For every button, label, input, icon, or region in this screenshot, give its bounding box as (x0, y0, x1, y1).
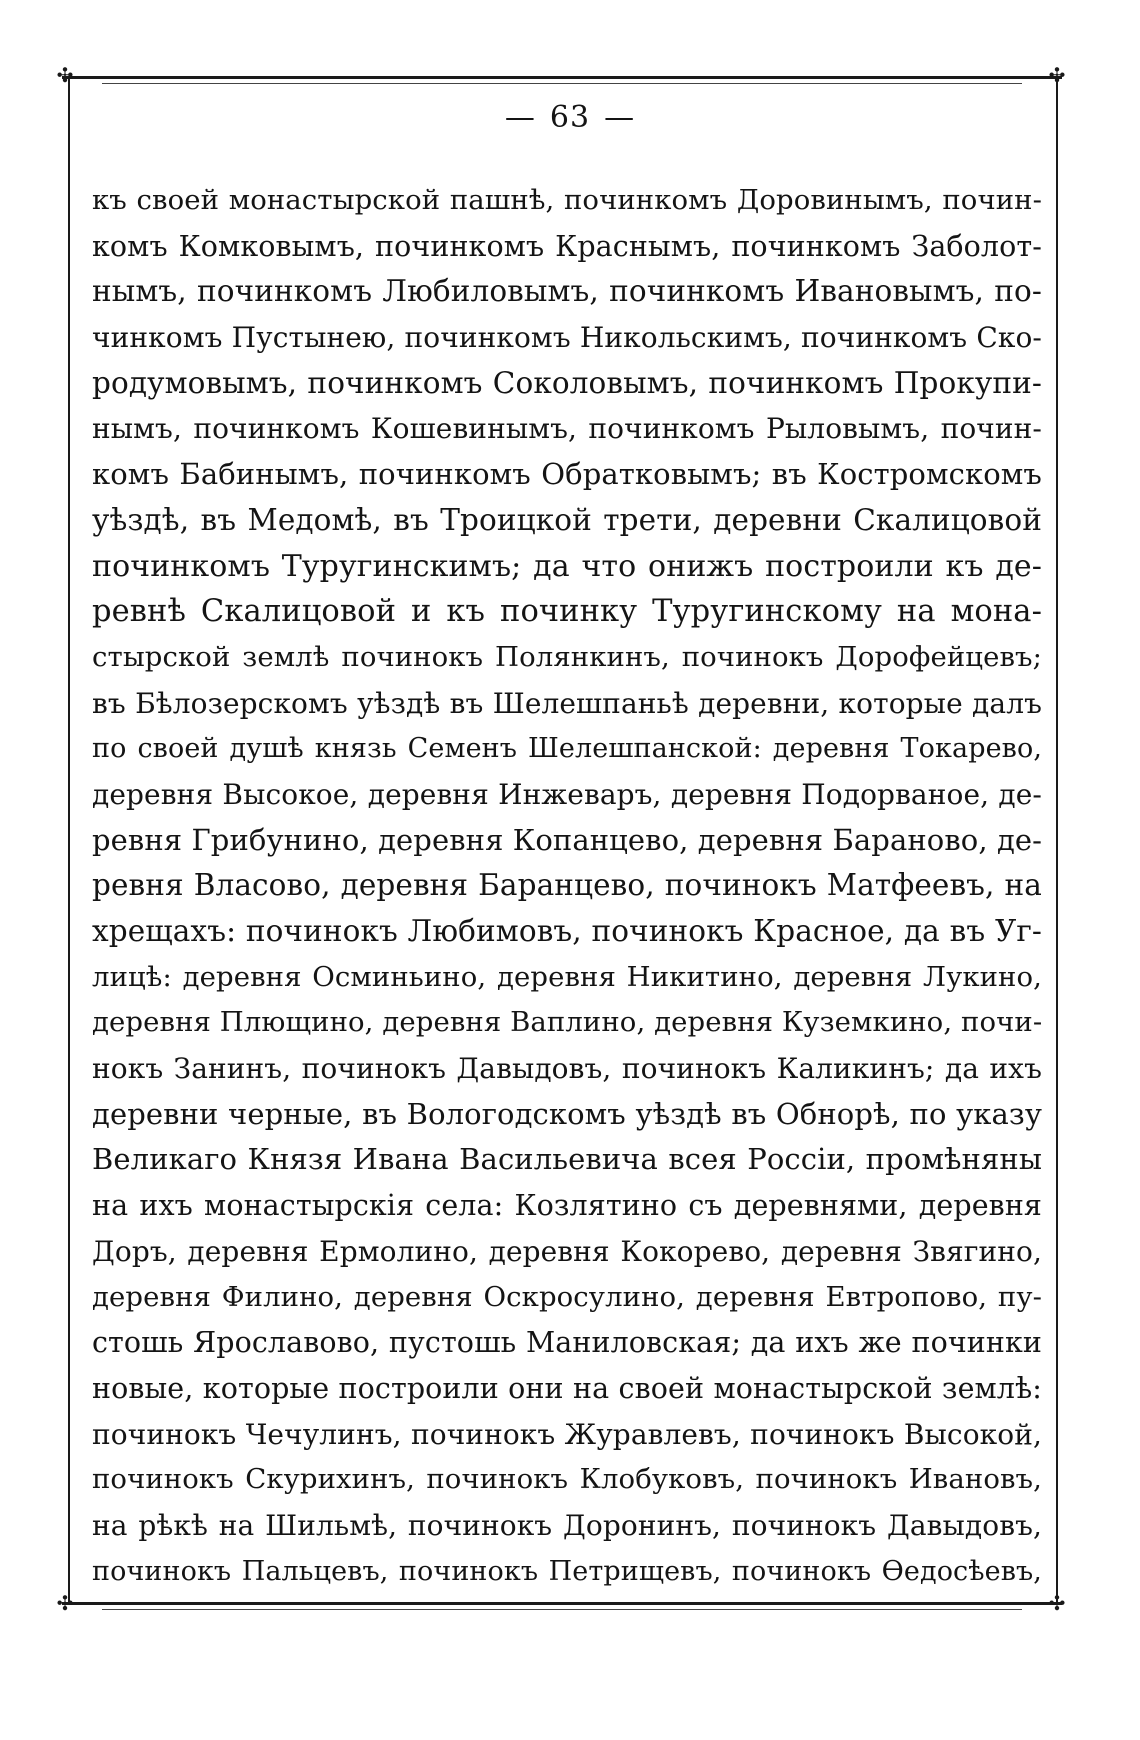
text-line: стырской землѣ починокъ Полянкинъ, починокъ Дорофейцевъ; (92, 640, 1042, 673)
text-line: деревня Плющино, деревня Ваплино, деревня Куземкино, почи- (92, 1006, 1043, 1039)
text-line: починокъ Скурихинъ, починокъ Клобуковъ, починокъ Ивановъ, (92, 1463, 1042, 1496)
page-number-value: 63 (549, 100, 591, 135)
corner-ornament-icon: ✣ (56, 63, 74, 87)
text-line: по своей душѣ князь Семенъ Шелешпанской: деревня Токарево, (92, 733, 1042, 765)
text-line: лицѣ: деревня Осминьино, деревня Никитино, деревня Лукино, (92, 960, 1042, 993)
text-line: Великаго Князя Ивана Васильевича всея Россіи, промѣняны (92, 1142, 1042, 1177)
text-line: комъ Бабинымъ, починкомъ Обратковымъ; въ Костромскомъ (92, 457, 1042, 492)
text-line: комъ Комковымъ, починкомъ Краснымъ, починкомъ Заболот- (92, 229, 1042, 263)
text-line: родумовымъ, починкомъ Соколовымъ, починкомъ Прокупи- (92, 365, 1042, 400)
text-line: ревня Власово, деревня Баранцево, починокъ Матфеевъ, на (92, 868, 1042, 903)
body-text (92, 178, 1042, 1594)
frame-right-rule (1056, 76, 1058, 1604)
dash-left: — (504, 100, 536, 135)
text-line: ревня Грибунино, деревня Копанцево, деревня Бараново, де- (92, 822, 1043, 857)
text-line: на рѣкѣ на Шильмѣ, починокъ Доронинъ, починокъ Давыдовъ, (92, 1508, 1042, 1542)
text-line: деревни черные, въ Вологодскомъ уѣздѣ въ Обнорѣ, по указу (92, 1096, 1042, 1131)
frame-bottom-rule (62, 1602, 1062, 1605)
text-line: къ своей монастырской пашнѣ, починкомъ Доровинымъ, почин- (92, 184, 1042, 216)
text-line: хрещахъ: починокъ Любимовъ, починокъ Красное, да въ Уг- (92, 914, 1042, 948)
text-line: уѣздѣ, въ Медомѣ, въ Троицкой трети, деревни Скалицовой (92, 502, 1042, 537)
text-line: ревнѣ Скалицовой и къ починку Туругинскому на мона- (92, 594, 1042, 630)
text-line: нымъ, починкомъ Кошевинымъ, починкомъ Рыловымъ, почин- (92, 412, 1042, 446)
text-line: деревня Высокое, деревня Инжеваръ, деревня Подорваное, де- (92, 777, 1042, 811)
text-line: нокъ Занинъ, починокъ Давыдовъ, починокъ Каликинъ; да ихъ (92, 1052, 1042, 1086)
text-line: стошь Ярославово, пустошь Маниловская; да ихъ же починки (92, 1326, 1042, 1360)
text-line: починокъ Пальцевъ, починокъ Петрищевъ, починокъ Ѳедосѣевъ, (92, 1555, 1042, 1587)
page-number (0, 100, 1140, 135)
text-line: на ихъ монастырскія села: Козлятино съ деревнями, деревня (92, 1189, 1042, 1223)
text-line: чинкомъ Пустынею, починкомъ Никольскимъ, починкомъ Ско- (92, 321, 1042, 355)
dash-right: — (604, 100, 636, 135)
text-line: починокъ Чечулинъ, починокъ Журавлевъ, починокъ Высокой, (92, 1417, 1042, 1451)
frame-top-rule (62, 76, 1062, 79)
corner-ornament-icon: ✣ (56, 1591, 74, 1615)
text-line: новые, которые построили они на своей монастырской землѣ: (92, 1371, 1042, 1405)
corner-ornament-icon: ✣ (1048, 1591, 1066, 1615)
text-line: въ Бѣлозерскомъ уѣздѣ въ Шелешпаньѣ деревни, которые далъ (92, 686, 1042, 720)
text-line: деревня Филино, деревня Оскросулино, деревня Евтропово, пу- (92, 1280, 1042, 1313)
text-line: починкомъ Туругинскимъ; да что онижъ построили къ де- (92, 548, 1042, 584)
frame-left-rule (68, 76, 70, 1604)
text-line: нымъ, починкомъ Любиловымъ, починкомъ Ивановымъ, по- (92, 274, 1042, 309)
text-line: Доръ, деревня Ермолино, деревня Кокорево, деревня Звягино, (92, 1234, 1042, 1268)
corner-ornament-icon: ✣ (1048, 63, 1066, 87)
